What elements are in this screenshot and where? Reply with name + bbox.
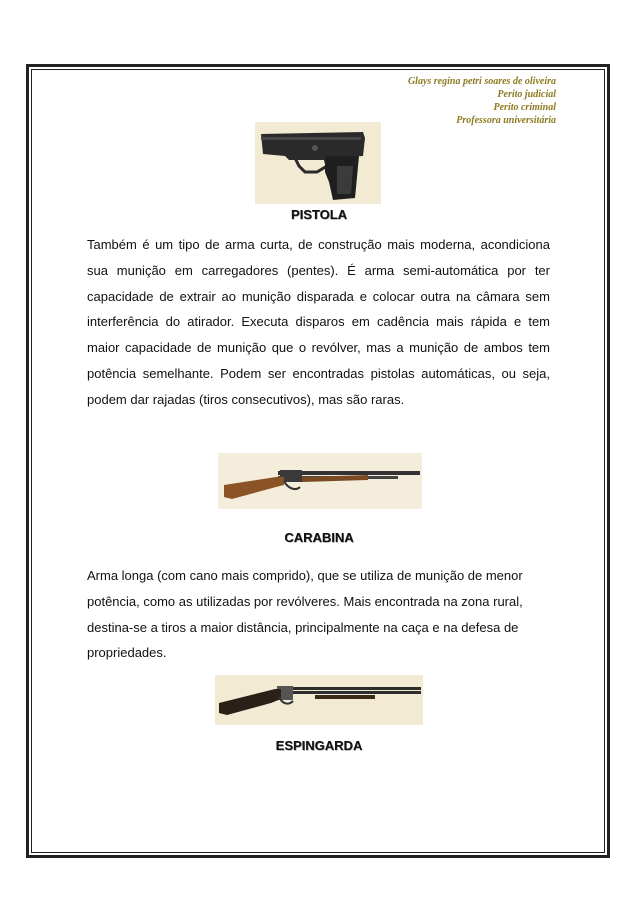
espingarda-caption: ESPINGARDA: [275, 738, 363, 753]
pistol-image: [255, 122, 381, 204]
author-title-1: Perito judicial: [497, 89, 556, 100]
pistola-caption: PISTOLA: [290, 207, 348, 222]
author-name: Glays regina petri soares de oliveira: [407, 76, 556, 87]
carbine-image: [218, 453, 422, 509]
pistola-paragraph: Também é um tipo de arma curta, de construção mais moderna, acondiciona sua munição em carregadores (pentes). É arma semi-automática por ter capacidade de extrair ao munição disparada e colocar outra na câmara sem interferência do atirador. Executa disparos em cadência mais rápida e tem maior capacidade de munição que o revólver, mas a munição de ambos tem potência semelhante. Podem ser encontradas pistolas automáticas, ou seja, podem dar rajadas (tiros consecutivos), mas são raras.: [87, 237, 550, 407]
shotgun-image: [215, 675, 423, 725]
carabina-paragraph: Arma longa (com cano mais comprido), que se utiliza de munição de menor potência, como as utilizadas por revólveres. Mais encontrada na zona rural, destina-se a tiros a maior distância, principalmente na caça e na defesa de propriedades.: [87, 568, 523, 661]
author-title-3: Professora universitária: [456, 115, 556, 126]
author-header: [408, 75, 556, 127]
carabina-caption: CARABINA: [284, 530, 354, 545]
author-title-2: Perito criminal: [493, 102, 556, 113]
